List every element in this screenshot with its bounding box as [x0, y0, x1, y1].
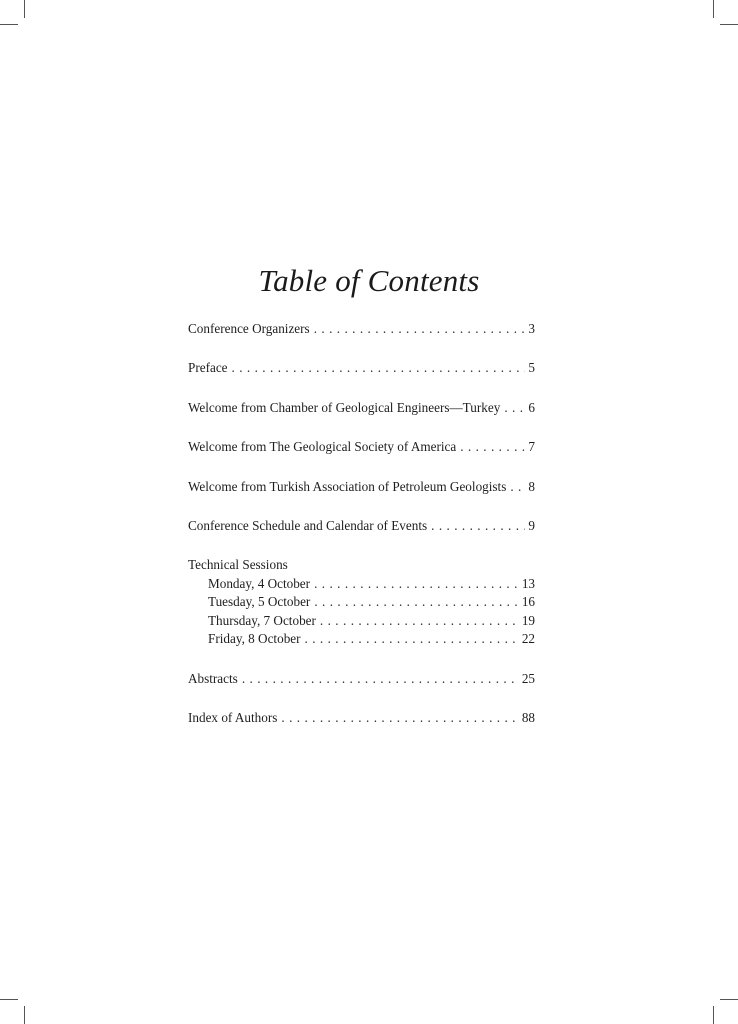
toc-entry-page: 7 — [528, 439, 535, 454]
dot-leader — [314, 593, 519, 611]
dot-leader — [242, 670, 519, 688]
dot-leader — [305, 630, 519, 648]
toc-entry-page: 8 — [528, 479, 535, 494]
toc-entry-page: 19 — [521, 613, 535, 628]
toc-entry-page: 9 — [528, 518, 535, 533]
toc-entry-label: Preface — [188, 360, 228, 375]
dot-leader — [504, 399, 525, 417]
toc-entry-label: Index of Authors — [188, 710, 278, 725]
toc-entry-index-of-authors[interactable] — [188, 709, 535, 727]
toc-entry-welcome-tapg[interactable] — [188, 478, 535, 496]
crop-mark-bottom-right — [713, 1006, 714, 1024]
toc-subentry-thursday[interactable] — [208, 612, 535, 630]
toc-entry-abstracts[interactable] — [188, 670, 535, 688]
toc-entry-label: Friday, 8 October — [208, 631, 301, 646]
page-title: Table of Contents — [258, 263, 480, 298]
dot-leader — [232, 359, 526, 377]
toc-heading-technical-sessions: Technical Sessions — [188, 557, 288, 572]
toc-entry-preface[interactable] — [188, 359, 535, 377]
toc-entry-label: Welcome from Chamber of Geological Engineers—Turkey — [188, 400, 501, 415]
toc-entry-label: Conference Organizers — [188, 321, 310, 336]
toc-entry-label: Thursday, 7 October — [208, 613, 316, 628]
toc-entry-page: 5 — [528, 360, 535, 375]
crop-mark-bottom-left — [24, 1006, 25, 1024]
toc-entry-page: 16 — [521, 594, 535, 609]
crop-mark-top-left — [24, 0, 25, 18]
crop-mark-bottom-right-h — [720, 999, 738, 1000]
toc-entry-page: 13 — [521, 576, 535, 591]
toc-subentry-friday[interactable] — [208, 630, 535, 648]
toc-subentry-tuesday[interactable] — [208, 593, 535, 611]
toc-subentry-monday[interactable] — [208, 575, 535, 593]
crop-mark-bottom-left-h — [0, 999, 18, 1000]
dot-leader — [281, 709, 518, 727]
toc-entry-page: 25 — [521, 671, 535, 686]
dot-leader — [314, 320, 526, 338]
toc-entry-page: 88 — [521, 710, 535, 725]
crop-mark-top-right — [713, 0, 714, 18]
crop-mark-top-right-h — [720, 24, 738, 25]
toc-entry-page: 22 — [521, 631, 535, 646]
crop-mark-top-left-h — [0, 24, 18, 25]
toc-entry-welcome-gsa[interactable] — [188, 438, 535, 456]
dot-leader — [320, 612, 519, 630]
toc-entry-label: Welcome from Turkish Association of Petroleum Geologists — [188, 479, 507, 494]
dot-leader — [314, 575, 519, 593]
toc-entry-label: Monday, 4 October — [208, 576, 311, 591]
toc-entry-label: Welcome from The Geological Society of America — [188, 439, 457, 454]
dot-leader — [431, 517, 525, 535]
toc-entry-label: Conference Schedule and Calendar of Events — [188, 518, 428, 533]
toc-entry-page: 3 — [528, 321, 535, 336]
toc-entry-label: Tuesday, 5 October — [208, 594, 311, 609]
toc-entry-conference-schedule[interactable] — [188, 517, 535, 535]
toc-entry-conference-organizers[interactable] — [188, 320, 535, 338]
toc-entry-page: 6 — [528, 400, 535, 415]
dot-leader — [510, 478, 525, 496]
toc-entry-label: Abstracts — [188, 671, 238, 686]
dot-leader — [460, 438, 525, 456]
toc-entry-welcome-chamber[interactable] — [188, 399, 535, 417]
